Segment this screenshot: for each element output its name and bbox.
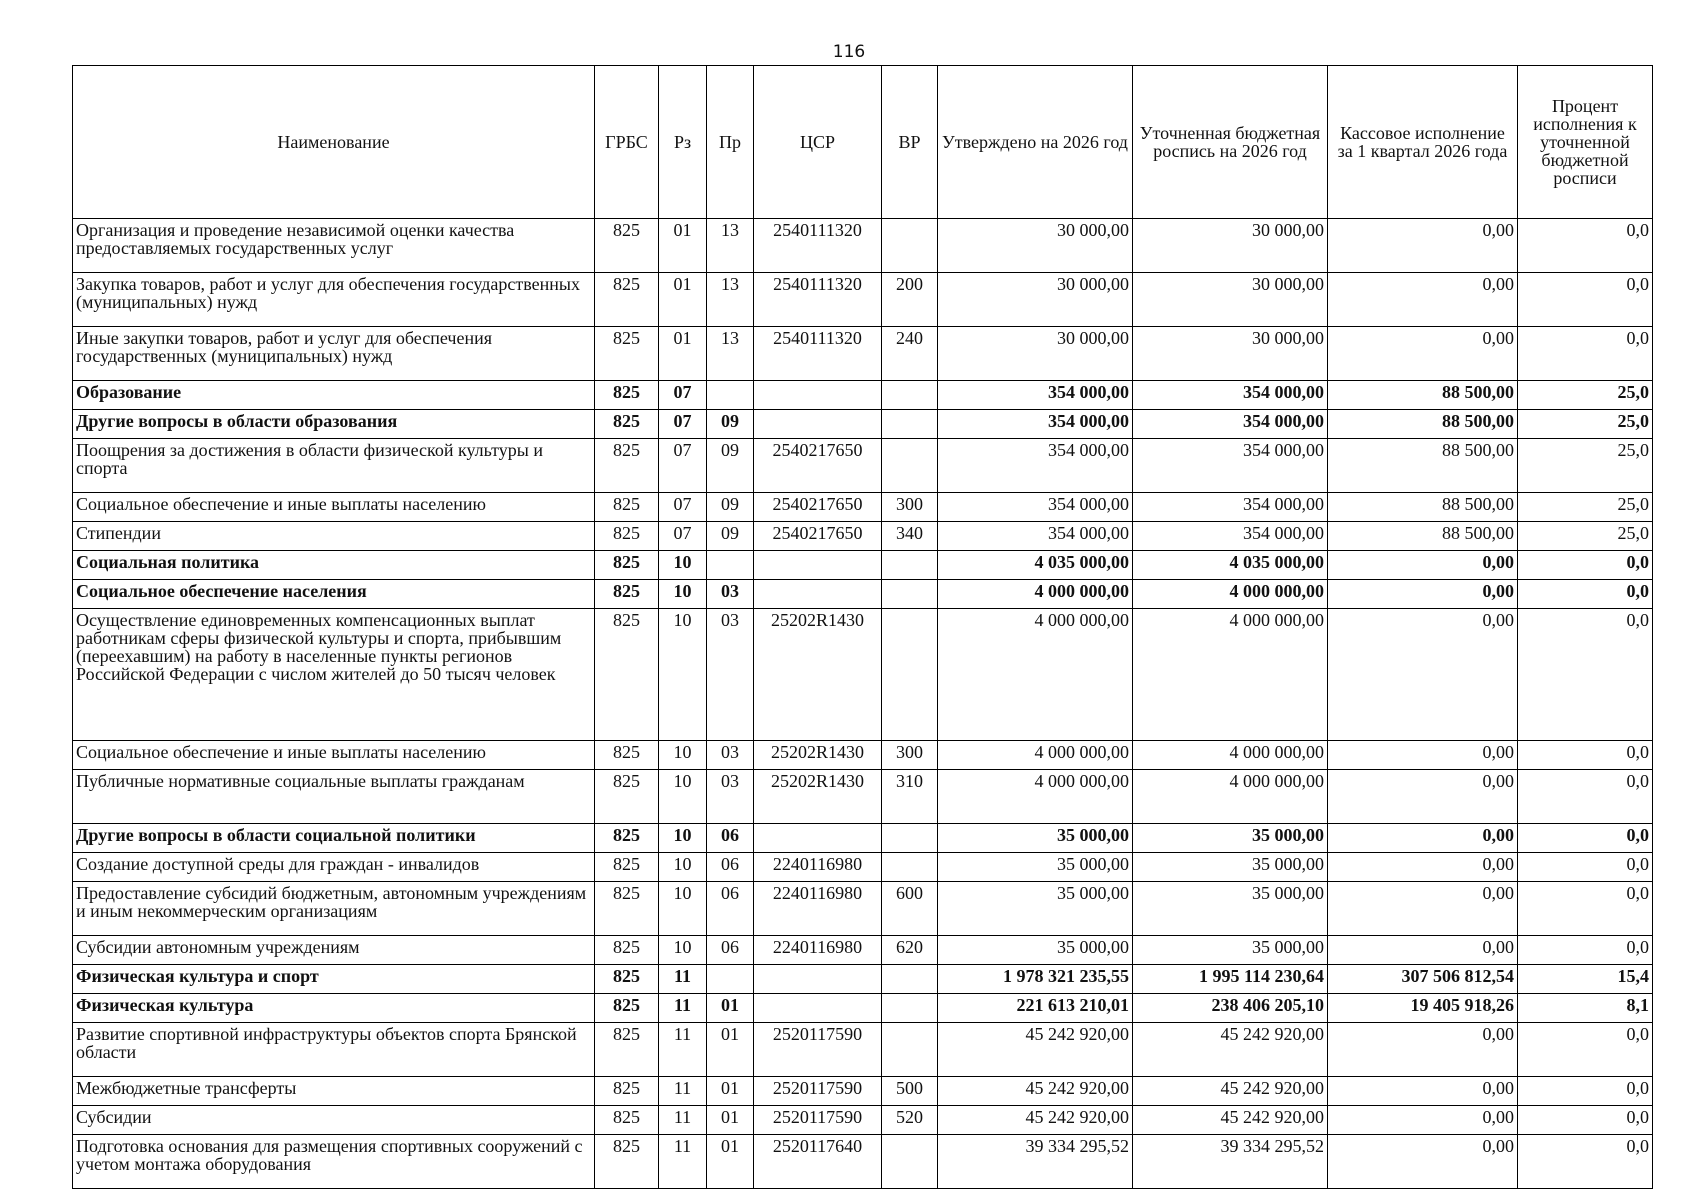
row-grbs-cell: 825 <box>595 439 659 493</box>
row-percent-cell: 0,0 <box>1518 609 1653 741</box>
row-refined-cell: 35 000,00 <box>1133 882 1328 936</box>
row-name-cell: Иные закупки товаров, работ и услуг для обеспечения государственных (муниципальных) нужд <box>73 327 595 381</box>
row-approved-cell: 4 035 000,00 <box>938 551 1133 580</box>
row-grbs-cell: 825 <box>595 522 659 551</box>
row-csr-cell: 2240116980 <box>754 853 882 882</box>
header-approved: Утверждено на 2026 год <box>938 66 1133 219</box>
row-approved-cell: 35 000,00 <box>938 882 1133 936</box>
row-grbs-cell: 825 <box>595 1023 659 1077</box>
row-approved-cell: 4 000 000,00 <box>938 580 1133 609</box>
row-rz-cell: 10 <box>659 770 707 824</box>
row-name-cell: Осуществление единовременных компенсационных выплат работникам сферы физической культуры и спорта, прибывшим (переехавшим) на работу в населенные пункты регионов Российской Федерации с числом жителей до 50 тысяч человек <box>73 609 595 741</box>
row-csr-cell: 2240116980 <box>754 936 882 965</box>
row-pr-cell: 09 <box>707 493 754 522</box>
row-name-cell: Закупка товаров, работ и услуг для обеспечения государственных (муниципальных) нужд <box>73 273 595 327</box>
row-grbs-cell: 825 <box>595 327 659 381</box>
row-refined-cell: 30 000,00 <box>1133 219 1328 273</box>
row-rz-cell: 11 <box>659 994 707 1023</box>
row-rz-cell: 07 <box>659 439 707 493</box>
row-percent-cell: 0,0 <box>1518 219 1653 273</box>
row-name-cell: Подготовка основания для размещения спортивных сооружений с учетом монтажа оборудования <box>73 1135 595 1189</box>
row-percent-cell: 0,0 <box>1518 882 1653 936</box>
row-cash-cell: 0,00 <box>1328 882 1518 936</box>
row-approved-cell: 45 242 920,00 <box>938 1106 1133 1135</box>
header-pr: Пр <box>707 66 754 219</box>
row-pr-cell <box>707 551 754 580</box>
row-refined-cell: 354 000,00 <box>1133 493 1328 522</box>
row-refined-cell: 1 995 114 230,64 <box>1133 965 1328 994</box>
row-vr-cell <box>882 219 938 273</box>
row-vr-cell: 340 <box>882 522 938 551</box>
row-pr-cell: 01 <box>707 1023 754 1077</box>
row-vr-cell: 620 <box>882 936 938 965</box>
table-row <box>73 1077 1653 1106</box>
row-cash-cell: 0,00 <box>1328 219 1518 273</box>
row-name-cell: Организация и проведение независимой оценки качества предоставляемых государственных услуг <box>73 219 595 273</box>
row-csr-cell <box>754 824 882 853</box>
row-rz-cell: 11 <box>659 1106 707 1135</box>
row-vr-cell <box>882 965 938 994</box>
table-row <box>73 522 1653 551</box>
row-refined-cell: 4 000 000,00 <box>1133 770 1328 824</box>
row-vr-cell <box>882 439 938 493</box>
table-row <box>73 770 1653 824</box>
row-name-cell: Субсидии автономным учреждениям <box>73 936 595 965</box>
row-name-cell: Стипендии <box>73 522 595 551</box>
row-percent-cell: 0,0 <box>1518 741 1653 770</box>
row-vr-cell <box>882 580 938 609</box>
row-vr-cell: 600 <box>882 882 938 936</box>
row-percent-cell: 25,0 <box>1518 410 1653 439</box>
row-approved-cell: 39 334 295,52 <box>938 1135 1133 1189</box>
row-csr-cell: 2240116980 <box>754 882 882 936</box>
row-csr-cell <box>754 965 882 994</box>
row-rz-cell: 10 <box>659 551 707 580</box>
table-row <box>73 551 1653 580</box>
row-cash-cell: 88 500,00 <box>1328 410 1518 439</box>
table-row <box>73 741 1653 770</box>
row-cash-cell: 307 506 812,54 <box>1328 965 1518 994</box>
table-row <box>73 1023 1653 1077</box>
row-rz-cell: 11 <box>659 965 707 994</box>
row-approved-cell: 35 000,00 <box>938 936 1133 965</box>
table-row <box>73 580 1653 609</box>
row-name-cell: Публичные нормативные социальные выплаты гражданам <box>73 770 595 824</box>
table-row <box>73 493 1653 522</box>
row-approved-cell: 30 000,00 <box>938 273 1133 327</box>
row-csr-cell: 25202R1430 <box>754 770 882 824</box>
row-approved-cell: 354 000,00 <box>938 493 1133 522</box>
row-pr-cell: 01 <box>707 994 754 1023</box>
row-csr-cell: 25202R1430 <box>754 609 882 741</box>
row-cash-cell: 19 405 918,26 <box>1328 994 1518 1023</box>
row-pr-cell <box>707 381 754 410</box>
table-body <box>73 219 1653 1189</box>
table-row <box>73 381 1653 410</box>
row-refined-cell: 354 000,00 <box>1133 381 1328 410</box>
row-pr-cell <box>707 965 754 994</box>
row-csr-cell: 2540217650 <box>754 522 882 551</box>
row-refined-cell: 4 035 000,00 <box>1133 551 1328 580</box>
table-row <box>73 882 1653 936</box>
row-pr-cell: 03 <box>707 741 754 770</box>
row-name-cell: Субсидии <box>73 1106 595 1135</box>
row-grbs-cell: 825 <box>595 882 659 936</box>
row-csr-cell <box>754 551 882 580</box>
table-row <box>73 936 1653 965</box>
header-name: Наименование <box>73 66 595 219</box>
row-grbs-cell: 825 <box>595 1135 659 1189</box>
row-cash-cell: 0,00 <box>1328 551 1518 580</box>
row-pr-cell: 09 <box>707 410 754 439</box>
table-row <box>73 1106 1653 1135</box>
row-cash-cell: 88 500,00 <box>1328 439 1518 493</box>
row-percent-cell: 25,0 <box>1518 493 1653 522</box>
row-csr-cell: 25202R1430 <box>754 741 882 770</box>
row-csr-cell: 2520117640 <box>754 1135 882 1189</box>
row-pr-cell: 01 <box>707 1077 754 1106</box>
row-percent-cell: 25,0 <box>1518 381 1653 410</box>
row-vr-cell: 300 <box>882 741 938 770</box>
row-cash-cell: 0,00 <box>1328 741 1518 770</box>
row-percent-cell: 0,0 <box>1518 1077 1653 1106</box>
row-grbs-cell: 825 <box>595 853 659 882</box>
table-row <box>73 219 1653 273</box>
row-rz-cell: 07 <box>659 522 707 551</box>
row-grbs-cell: 825 <box>595 741 659 770</box>
row-cash-cell: 88 500,00 <box>1328 381 1518 410</box>
table-row <box>73 327 1653 381</box>
row-grbs-cell: 825 <box>595 410 659 439</box>
row-approved-cell: 4 000 000,00 <box>938 609 1133 741</box>
row-pr-cell: 03 <box>707 609 754 741</box>
row-grbs-cell: 825 <box>595 219 659 273</box>
row-percent-cell: 0,0 <box>1518 327 1653 381</box>
row-grbs-cell: 825 <box>595 965 659 994</box>
row-percent-cell: 0,0 <box>1518 551 1653 580</box>
row-name-cell: Физическая культура и спорт <box>73 965 595 994</box>
row-rz-cell: 01 <box>659 273 707 327</box>
row-grbs-cell: 825 <box>595 273 659 327</box>
table-row <box>73 609 1653 741</box>
row-csr-cell: 2540111320 <box>754 219 882 273</box>
row-vr-cell: 310 <box>882 770 938 824</box>
row-rz-cell: 10 <box>659 853 707 882</box>
row-pr-cell: 03 <box>707 580 754 609</box>
header-csr: ЦСР <box>754 66 882 219</box>
table-row <box>73 853 1653 882</box>
row-csr-cell: 2540217650 <box>754 439 882 493</box>
row-percent-cell: 0,0 <box>1518 580 1653 609</box>
row-name-cell: Социальное обеспечение и иные выплаты населению <box>73 741 595 770</box>
row-approved-cell: 45 242 920,00 <box>938 1077 1133 1106</box>
row-approved-cell: 1 978 321 235,55 <box>938 965 1133 994</box>
table-row <box>73 965 1653 994</box>
row-refined-cell: 39 334 295,52 <box>1133 1135 1328 1189</box>
row-pr-cell: 06 <box>707 936 754 965</box>
budget-execution-table <box>72 65 1653 1189</box>
row-csr-cell <box>754 994 882 1023</box>
row-cash-cell: 0,00 <box>1328 1023 1518 1077</box>
row-percent-cell: 8,1 <box>1518 994 1653 1023</box>
row-grbs-cell: 825 <box>595 1106 659 1135</box>
row-name-cell: Образование <box>73 381 595 410</box>
row-name-cell: Социальное обеспечение и иные выплаты населению <box>73 493 595 522</box>
row-grbs-cell: 825 <box>595 551 659 580</box>
row-percent-cell: 0,0 <box>1518 1106 1653 1135</box>
header-rz: Рз <box>659 66 707 219</box>
row-grbs-cell: 825 <box>595 580 659 609</box>
row-rz-cell: 10 <box>659 882 707 936</box>
row-pr-cell: 06 <box>707 853 754 882</box>
row-cash-cell: 0,00 <box>1328 1135 1518 1189</box>
table-row <box>73 1135 1653 1189</box>
row-percent-cell: 0,0 <box>1518 853 1653 882</box>
row-vr-cell: 240 <box>882 327 938 381</box>
table-row <box>73 824 1653 853</box>
row-percent-cell: 0,0 <box>1518 273 1653 327</box>
header-refined: Уточненная бюджетная роспись на 2026 год <box>1133 66 1328 219</box>
row-vr-cell: 200 <box>882 273 938 327</box>
row-percent-cell: 25,0 <box>1518 522 1653 551</box>
row-percent-cell: 15,4 <box>1518 965 1653 994</box>
row-refined-cell: 30 000,00 <box>1133 273 1328 327</box>
row-pr-cell: 01 <box>707 1106 754 1135</box>
table-row <box>73 410 1653 439</box>
row-rz-cell: 07 <box>659 410 707 439</box>
row-refined-cell: 45 242 920,00 <box>1133 1023 1328 1077</box>
row-pr-cell: 09 <box>707 522 754 551</box>
row-csr-cell: 2520117590 <box>754 1023 882 1077</box>
row-cash-cell: 0,00 <box>1328 580 1518 609</box>
row-name-cell: Социальная политика <box>73 551 595 580</box>
row-grbs-cell: 825 <box>595 936 659 965</box>
row-name-cell: Другие вопросы в области социальной политики <box>73 824 595 853</box>
row-approved-cell: 35 000,00 <box>938 824 1133 853</box>
row-vr-cell <box>882 1135 938 1189</box>
row-rz-cell: 07 <box>659 493 707 522</box>
row-pr-cell: 13 <box>707 273 754 327</box>
row-pr-cell: 13 <box>707 219 754 273</box>
row-approved-cell: 221 613 210,01 <box>938 994 1133 1023</box>
row-grbs-cell: 825 <box>595 994 659 1023</box>
row-refined-cell: 354 000,00 <box>1133 522 1328 551</box>
table-row <box>73 273 1653 327</box>
page-number: 116 <box>832 42 866 62</box>
row-pr-cell: 03 <box>707 770 754 824</box>
row-cash-cell: 0,00 <box>1328 936 1518 965</box>
row-csr-cell: 2540217650 <box>754 493 882 522</box>
row-percent-cell: 0,0 <box>1518 1135 1653 1189</box>
row-grbs-cell: 825 <box>595 1077 659 1106</box>
row-refined-cell: 45 242 920,00 <box>1133 1106 1328 1135</box>
row-refined-cell: 45 242 920,00 <box>1133 1077 1328 1106</box>
row-rz-cell: 01 <box>659 219 707 273</box>
row-approved-cell: 35 000,00 <box>938 853 1133 882</box>
row-pr-cell: 09 <box>707 439 754 493</box>
row-percent-cell: 0,0 <box>1518 824 1653 853</box>
row-vr-cell: 300 <box>882 493 938 522</box>
row-csr-cell: 2520117590 <box>754 1077 882 1106</box>
row-rz-cell: 10 <box>659 936 707 965</box>
row-rz-cell: 11 <box>659 1023 707 1077</box>
row-vr-cell <box>882 1023 938 1077</box>
row-name-cell: Социальное обеспечение населения <box>73 580 595 609</box>
row-refined-cell: 35 000,00 <box>1133 824 1328 853</box>
table-row <box>73 439 1653 493</box>
row-refined-cell: 30 000,00 <box>1133 327 1328 381</box>
row-cash-cell: 0,00 <box>1328 327 1518 381</box>
row-approved-cell: 45 242 920,00 <box>938 1023 1133 1077</box>
row-vr-cell <box>882 551 938 580</box>
row-grbs-cell: 825 <box>595 493 659 522</box>
row-csr-cell <box>754 410 882 439</box>
row-approved-cell: 30 000,00 <box>938 327 1133 381</box>
row-pr-cell: 06 <box>707 824 754 853</box>
row-vr-cell <box>882 994 938 1023</box>
row-csr-cell: 2540111320 <box>754 273 882 327</box>
table-row <box>73 994 1653 1023</box>
row-csr-cell <box>754 381 882 410</box>
row-cash-cell: 0,00 <box>1328 824 1518 853</box>
row-grbs-cell: 825 <box>595 381 659 410</box>
row-rz-cell: 10 <box>659 580 707 609</box>
row-vr-cell <box>882 824 938 853</box>
row-cash-cell: 0,00 <box>1328 853 1518 882</box>
row-refined-cell: 4 000 000,00 <box>1133 741 1328 770</box>
row-approved-cell: 4 000 000,00 <box>938 741 1133 770</box>
row-rz-cell: 10 <box>659 741 707 770</box>
row-cash-cell: 0,00 <box>1328 1106 1518 1135</box>
row-csr-cell <box>754 580 882 609</box>
row-vr-cell <box>882 609 938 741</box>
row-pr-cell: 06 <box>707 882 754 936</box>
row-csr-cell: 2520117590 <box>754 1106 882 1135</box>
row-name-cell: Физическая культура <box>73 994 595 1023</box>
row-refined-cell: 35 000,00 <box>1133 853 1328 882</box>
row-name-cell: Другие вопросы в области образования <box>73 410 595 439</box>
row-grbs-cell: 825 <box>595 609 659 741</box>
row-percent-cell: 0,0 <box>1518 770 1653 824</box>
row-refined-cell: 4 000 000,00 <box>1133 609 1328 741</box>
header-percent: Процент исполнения к уточненной бюджетной росписи <box>1518 66 1653 219</box>
row-cash-cell: 88 500,00 <box>1328 493 1518 522</box>
row-percent-cell: 25,0 <box>1518 439 1653 493</box>
row-cash-cell: 0,00 <box>1328 609 1518 741</box>
row-percent-cell: 0,0 <box>1518 1023 1653 1077</box>
row-approved-cell: 354 000,00 <box>938 522 1133 551</box>
row-approved-cell: 354 000,00 <box>938 439 1133 493</box>
row-cash-cell: 0,00 <box>1328 770 1518 824</box>
row-rz-cell: 10 <box>659 824 707 853</box>
row-name-cell: Предоставление субсидий бюджетным, автономным учреждениям и иным некоммерческим организациям <box>73 882 595 936</box>
row-name-cell: Поощрения за достижения в области физической культуры и спорта <box>73 439 595 493</box>
row-approved-cell: 30 000,00 <box>938 219 1133 273</box>
row-cash-cell: 0,00 <box>1328 273 1518 327</box>
row-pr-cell: 13 <box>707 327 754 381</box>
row-rz-cell: 01 <box>659 327 707 381</box>
row-refined-cell: 354 000,00 <box>1133 439 1328 493</box>
row-rz-cell: 07 <box>659 381 707 410</box>
row-vr-cell <box>882 381 938 410</box>
header-grbs: ГРБС <box>595 66 659 219</box>
row-refined-cell: 35 000,00 <box>1133 936 1328 965</box>
row-refined-cell: 238 406 205,10 <box>1133 994 1328 1023</box>
row-grbs-cell: 825 <box>595 824 659 853</box>
row-refined-cell: 354 000,00 <box>1133 410 1328 439</box>
row-rz-cell: 11 <box>659 1135 707 1189</box>
row-name-cell: Развитие спортивной инфраструктуры объектов спорта Брянской области <box>73 1023 595 1077</box>
row-refined-cell: 4 000 000,00 <box>1133 580 1328 609</box>
row-cash-cell: 0,00 <box>1328 1077 1518 1106</box>
row-approved-cell: 354 000,00 <box>938 410 1133 439</box>
row-vr-cell: 500 <box>882 1077 938 1106</box>
row-cash-cell: 88 500,00 <box>1328 522 1518 551</box>
row-grbs-cell: 825 <box>595 770 659 824</box>
row-approved-cell: 4 000 000,00 <box>938 770 1133 824</box>
header-cash: Кассовое исполнение за 1 квартал 2026 года <box>1328 66 1518 219</box>
row-pr-cell: 01 <box>707 1135 754 1189</box>
header-vr: ВР <box>882 66 938 219</box>
row-rz-cell: 11 <box>659 1077 707 1106</box>
row-name-cell: Межбюджетные трансферты <box>73 1077 595 1106</box>
row-csr-cell: 2540111320 <box>754 327 882 381</box>
row-vr-cell <box>882 853 938 882</box>
row-rz-cell: 10 <box>659 609 707 741</box>
row-name-cell: Создание доступной среды для граждан - инвалидов <box>73 853 595 882</box>
row-percent-cell: 0,0 <box>1518 936 1653 965</box>
row-vr-cell <box>882 410 938 439</box>
row-vr-cell: 520 <box>882 1106 938 1135</box>
table-header-row <box>73 66 1653 219</box>
row-approved-cell: 354 000,00 <box>938 381 1133 410</box>
